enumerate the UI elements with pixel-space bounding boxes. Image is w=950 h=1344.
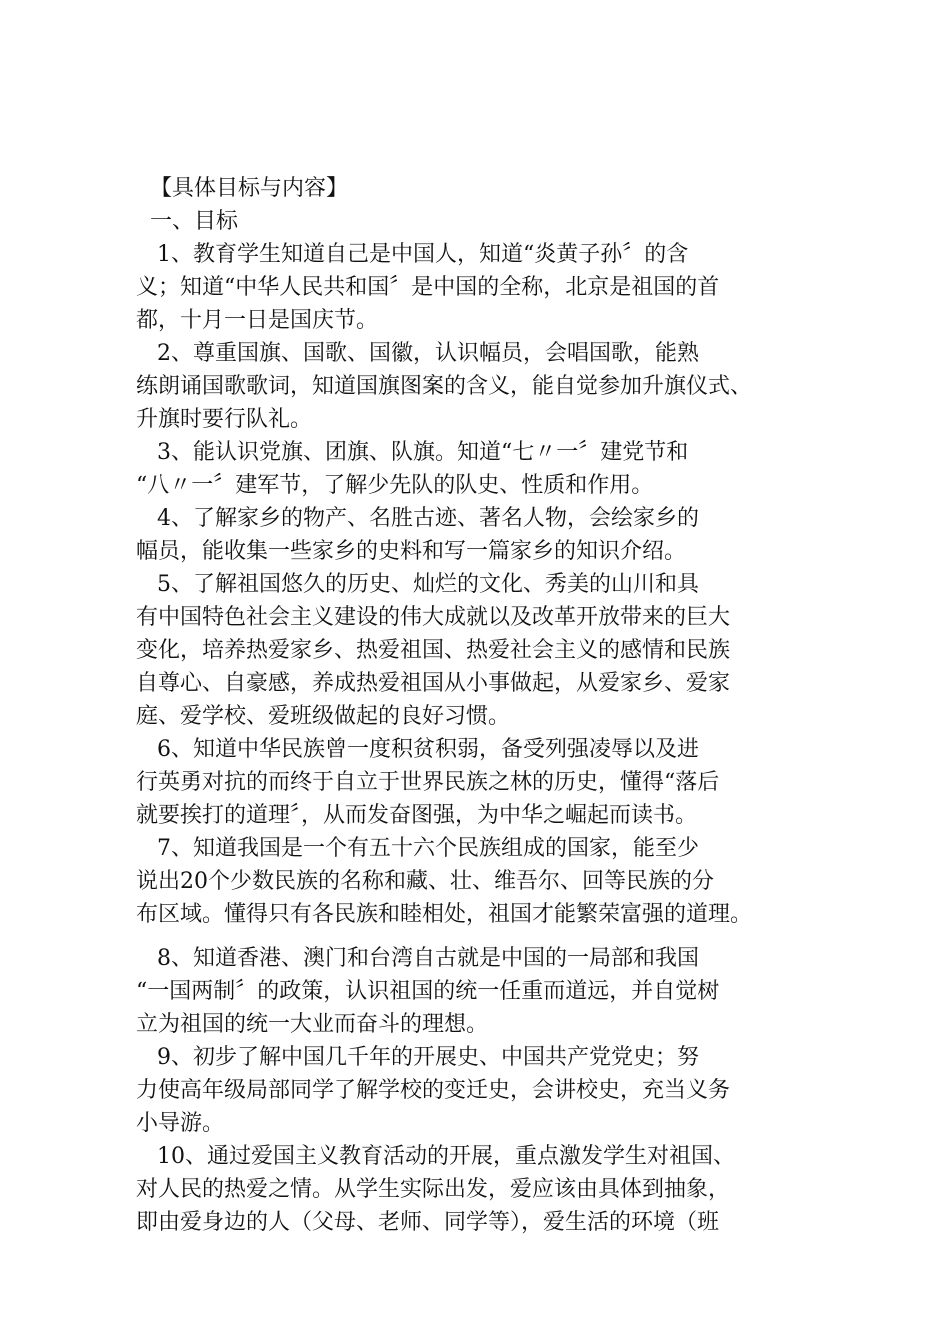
paragraph-line: 5、了解祖国悠久的历史、灿烂的文化、秀美的山川和具 <box>136 572 699 597</box>
paragraph-line: 有中国特色社会主义建设的伟大成就以及改革开放带来的巨大 <box>136 605 731 630</box>
paragraph-line: 庭、爱学校、爱班级做起的良好习惯。 <box>136 704 511 729</box>
paragraph-line: 说出20个少数民族的名称和藏、壮、维吾尔、回等民族的分 <box>136 869 714 894</box>
paragraph-line: 6、知道中华民族曾一度积贫积弱，备受列强凌辱以及进 <box>136 737 699 762</box>
paragraph-line: 9、初步了解中国几千年的开展史、中国共产党党史；努 <box>136 1045 699 1070</box>
paragraph-line: 1、教育学生知道自己是中国人，知道“炎黄子孙〞的含 <box>136 242 689 267</box>
paragraph-line: 3、能认识党旗、团旗、队旗。知道“七〃一〞建党节和 <box>136 440 689 465</box>
paragraph-line: 布区域。懂得只有各民族和睦相处，祖国才能繁荣富强的道理。 <box>136 902 753 927</box>
paragraph-line: 小导游。 <box>136 1111 225 1136</box>
paragraph-line: 都，十月一日是国庆节。 <box>136 308 379 333</box>
paragraph-line: 2、尊重国旗、国歌、国徽，认识幅员，会唱国歌，能熟 <box>136 341 699 366</box>
paragraph-line: 10、通过爱国主义教育活动的开展，重点激发学生对祖国、 <box>136 1144 735 1169</box>
document-body <box>136 172 836 1239</box>
paragraph-line: 变化，培养热爱家乡、热爱祖国、热爱社会主义的感情和民族 <box>136 638 731 663</box>
paragraph-line: 力使高年级局部同学了解学校的变迁史，会讲校史，充当义务 <box>136 1078 731 1103</box>
paragraph-line: 练朗诵国歌歌词，知道国旗图案的含义，能自觉参加升旗仪式、 <box>136 374 753 399</box>
section-heading: 【具体目标与内容】 <box>136 176 348 201</box>
paragraph-line: 立为祖国的统一大业而奋斗的理想。 <box>136 1012 489 1037</box>
paragraph-line: “八〃一〞建军节，了解少先队的队史、性质和作用。 <box>136 473 654 498</box>
paragraph-line: “一国两制〞的政策，认识祖国的统一任重而道远，并自觉树 <box>136 979 720 1004</box>
paragraph-line: 对人民的热爱之情。从学生实际出发，爱应该由具体到抽象， <box>136 1177 731 1202</box>
paragraph-line: 义；知道“中华人民共和国〞是中国的全称，北京是祖国的首 <box>136 275 720 300</box>
paragraph-line: 8、知道香港、澳门和台湾自古就是中国的一局部和我国 <box>136 946 699 971</box>
paragraph-line: 行英勇对抗的而终于自立于世界民族之林的历史，懂得“落后 <box>136 770 720 795</box>
paragraph-line: 就要挨打的道理〞，从而发奋图强，为中华之崛起而读书。 <box>136 803 698 828</box>
paragraph-line: 7、知道我国是一个有五十六个民族组成的国家，能至少 <box>136 836 699 861</box>
subsection-heading: 一、目标 <box>136 209 238 234</box>
paragraph-line: 4、了解家乡的物产、名胜古迹、著名人物，会绘家乡的 <box>136 506 699 531</box>
paragraph-line: 升旗时要行队礼。 <box>136 407 313 432</box>
paragraph-line: 自尊心、自豪感，养成热爱祖国从小事做起，从爱家乡、爱家 <box>136 671 731 696</box>
paragraph-line: 即由爱身边的人（父母、老师、同学等），爱生活的环境（班 <box>136 1210 720 1235</box>
paragraph-line: 幅员，能收集一些家乡的史料和写一篇家乡的知识介绍。 <box>136 539 687 564</box>
